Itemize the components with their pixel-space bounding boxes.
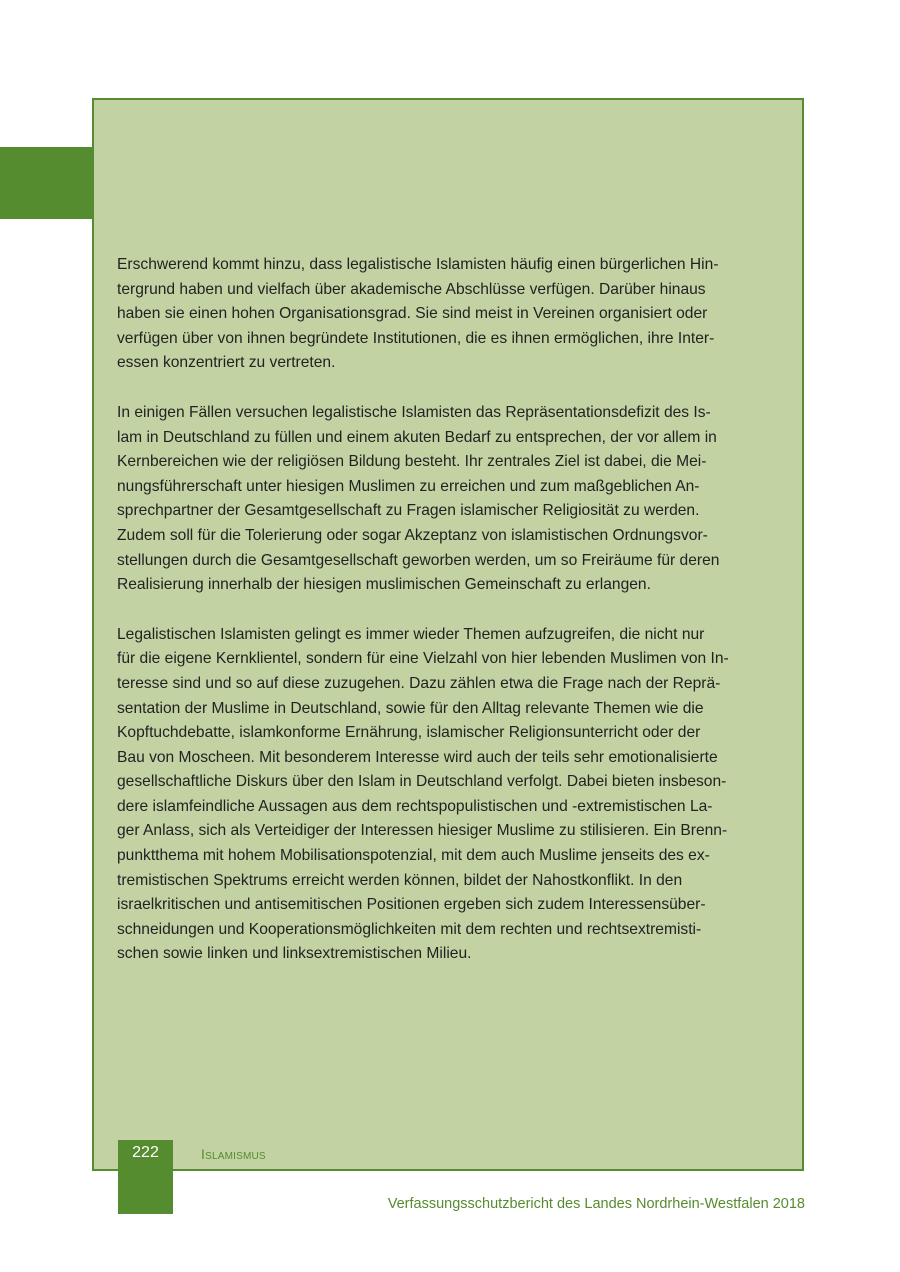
- text-line: Legalistischen Islamisten gelingt es immer wieder Themen aufzugreifen, die nicht nur: [117, 625, 705, 643]
- paragraph: [117, 623, 781, 967]
- text-line: israelkritischen und antisemitischen Positionen ergeben sich zudem Interessensüber-: [117, 896, 706, 914]
- section-label: Islamismus: [201, 1146, 266, 1162]
- text-line: Zudem soll für die Tolerierung oder sogar Akzeptanz von islamistischen Ordnungsvor-: [117, 526, 708, 544]
- text-line: verfügen über von ihnen begründete Institutionen, die es ihnen ermöglichen, ihre Inter-: [117, 329, 715, 347]
- text-line: nungsführerschaft unter hiesigen Muslimen zu erreichen und zum maßgeblichen An-: [117, 477, 700, 495]
- paragraph: [117, 253, 781, 376]
- text-line: schneidungen und Kooperationsmöglichkeiten mit dem rechten und rechtsextremisti-: [117, 920, 702, 938]
- chapter-tab-marker: [0, 147, 93, 219]
- text-line: für die eigene Kernklientel, sondern für eine Vielzahl von hier lebenden Muslimen von In-: [117, 650, 729, 668]
- text-line: stellungen durch die Gesamtgesellschaft geworben werden, um so Freiräume für deren: [117, 551, 720, 569]
- page-number: 222: [132, 1144, 159, 1161]
- footer-title: Verfassungsschutzbericht des Landes Nordrhein-Westfalen 2018: [387, 1196, 805, 1212]
- text-line: dere islamfeindliche Aussagen aus dem rechtspopulistischen und -extremistischen La-: [117, 797, 713, 815]
- text-line: tremistischen Spektrums erreicht werden können, bildet der Nahostkonflikt. In den: [117, 871, 683, 889]
- text-line: sentation der Muslime in Deutschland, sowie für den Alltag relevante Themen wie die: [117, 699, 704, 717]
- text-line: lam in Deutschland zu füllen und einem akuten Bedarf zu entsprechen, der vor allem in: [117, 428, 717, 446]
- text-line: gesellschaftliche Diskurs über den Islam in Deutschland verfolgt. Dabei bieten insbeson-: [117, 773, 727, 791]
- page-number-box: [118, 1140, 173, 1214]
- paragraph: [117, 401, 781, 598]
- text-line: Kopftuchdebatte, islamkonforme Ernährung, islamischer Religionsunterricht oder der: [117, 724, 701, 742]
- text-line: In einigen Fällen versuchen legalistische Islamisten das Repräsentationsdefizit des Is-: [117, 403, 711, 421]
- text-line: Bau von Moscheen. Mit besonderem Interesse wird auch der teils sehr emotionalisierte: [117, 748, 718, 766]
- text-line: schen sowie linken und linksextremistischen Milieu.: [117, 945, 472, 963]
- text-line: Erschwerend kommt hinzu, dass legalistische Islamisten häufig einen bürgerlichen Hin-: [117, 256, 719, 273]
- text-line: teresse sind und so auf diese zuzugehen. Dazu zählen etwa die Frage nach der Reprä-: [117, 674, 721, 692]
- text-line: haben sie einen hohen Organisationsgrad. Sie sind meist in Vereinen organisiert oder: [117, 305, 708, 323]
- text-line: Realisierung innerhalb der hiesigen muslimischen Gemeinschaft zu erlangen.: [117, 576, 651, 594]
- text-line: Kernbereichen wie der religiösen Bildung besteht. Ihr zentrales Ziel ist dabei, die Mei-: [117, 453, 707, 471]
- body-text: [117, 253, 781, 992]
- text-line: essen konzentriert zu vertreten.: [117, 354, 336, 372]
- text-line: sprechpartner der Gesamtgesellschaft zu Fragen islamischer Religiosität zu werden.: [117, 502, 700, 520]
- text-line: ger Anlass, sich als Verteidiger der Interessen hiesiger Muslime zu stilisieren. Ein Brenn-: [117, 822, 728, 840]
- text-line: tergrund haben und vielfach über akademische Abschlüsse verfügen. Darüber hinaus: [117, 280, 706, 298]
- text-line: punktthema mit hohem Mobilisationspotenzial, mit dem auch Muslime jenseits des ex-: [117, 847, 710, 865]
